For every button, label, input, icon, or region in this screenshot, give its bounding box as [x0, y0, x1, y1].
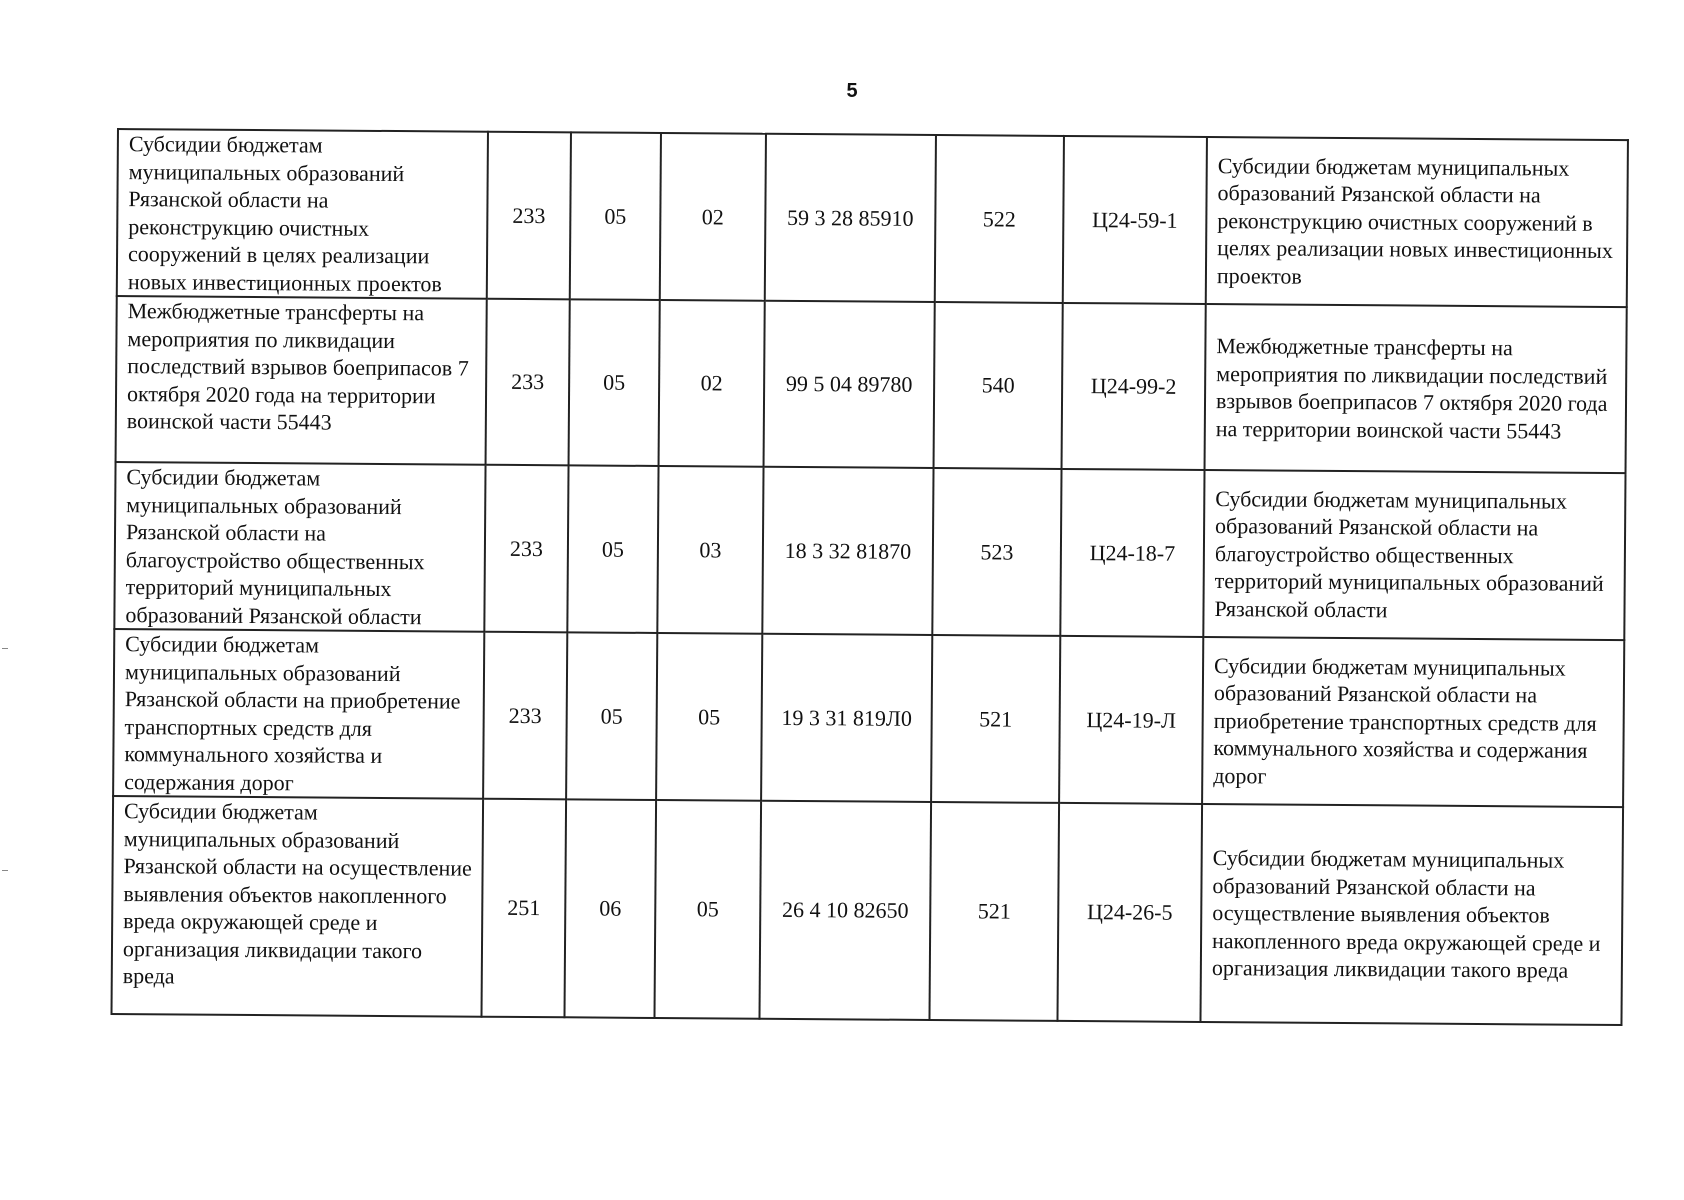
cell-code4: 99 5 04 89780 [764, 301, 935, 468]
cell-description: Субсидии бюджетам муниципальных образований Рязанской области на приобретение транспортных средств для коммунального хозяйства и содержания дорог [1202, 637, 1624, 807]
table-row [113, 629, 1624, 807]
cell-code2: 05 [566, 632, 657, 800]
cell-name: Субсидии бюджетам муниципальных образований Рязанской области на реконструкцию очистных сооружений в целях реализации новых инвестиционных проектов [117, 129, 488, 299]
cell-code2: 05 [567, 465, 658, 633]
table-row [114, 462, 1625, 640]
cell-code4: 18 3 32 81870 [762, 467, 933, 635]
cell-code3: 02 [659, 300, 765, 467]
cell-code5: 521 [931, 635, 1060, 803]
cell-code3: 05 [654, 800, 761, 1019]
cell-code1: 233 [486, 299, 570, 466]
budget-table [110, 128, 1626, 1026]
cell-code5: 522 [935, 135, 1064, 303]
cell-name: Межбюджетные трансферты на мероприятия по ликвидации последствий взрывов боеприпасов 7 октября 2020 года на территории воинской части 55443 [116, 296, 487, 465]
cell-code1: 251 [481, 799, 566, 1018]
cell-code4: 59 3 28 85910 [765, 134, 936, 302]
cell-code5: 523 [932, 468, 1061, 636]
cell-code6: Ц24-99-2 [1062, 303, 1206, 470]
table-row [112, 796, 1624, 1025]
cell-code5: 540 [934, 302, 1063, 469]
cell-description: Субсидии бюджетам муниципальных образований Рязанской области на осуществление выявления объектов накопленного вреда окружающей среде и организация ликвидации такого вреда [1200, 804, 1623, 1025]
scan-mark [2, 648, 8, 649]
cell-code6: Ц24-18-7 [1060, 469, 1204, 637]
cell-name: Субсидии бюджетам муниципальных образований Рязанской области на благоустройство общественных территорий муниципальных образований Рязанской области [114, 462, 485, 632]
cell-code6: Ц24-26-5 [1057, 803, 1202, 1022]
cell-code1: 233 [487, 132, 571, 300]
cell-code2: 06 [564, 799, 656, 1018]
table-row [116, 296, 1627, 473]
cell-description: Субсидии бюджетам муниципальных образований Рязанской области на реконструкцию очистных сооружений в целях реализации новых инвестиционных проектов [1206, 137, 1628, 307]
cell-code3: 03 [657, 466, 763, 634]
cell-code2: 05 [570, 132, 661, 300]
page-number: 5 [846, 80, 858, 102]
cell-description: Межбюджетные трансферты на мероприятия по ликвидации последствий взрывов боеприпасов 7 октября 2020 года на территории воинской части 55443 [1205, 304, 1627, 473]
cell-name: Субсидии бюджетам муниципальных образований Рязанской области на приобретение транспортных средств для коммунального хозяйства и содержания дорог [113, 629, 484, 799]
cell-description: Субсидии бюджетам муниципальных образований Рязанской области на благоустройство общественных территорий муниципальных образований Рязанской области [1203, 470, 1625, 640]
cell-name: Субсидии бюджетам муниципальных образований Рязанской области на осуществление выявления объектов накопленного вреда окружающей среде и организация ликвидации такого вреда [112, 796, 484, 1017]
cell-code3: 02 [660, 133, 766, 301]
cell-code6: Ц24-59-1 [1063, 136, 1207, 304]
cell-code1: 233 [484, 465, 568, 633]
cell-code3: 05 [656, 633, 762, 801]
cell-code2: 05 [569, 299, 660, 466]
cell-code6: Ц24-19-Л [1059, 636, 1203, 804]
cell-code4: 19 3 31 819Л0 [761, 634, 932, 802]
cell-code4: 26 4 10 82650 [759, 801, 931, 1020]
table-row [117, 129, 1628, 307]
scan-mark [2, 870, 8, 871]
cell-code5: 521 [929, 802, 1059, 1021]
cell-code1: 233 [483, 632, 567, 800]
